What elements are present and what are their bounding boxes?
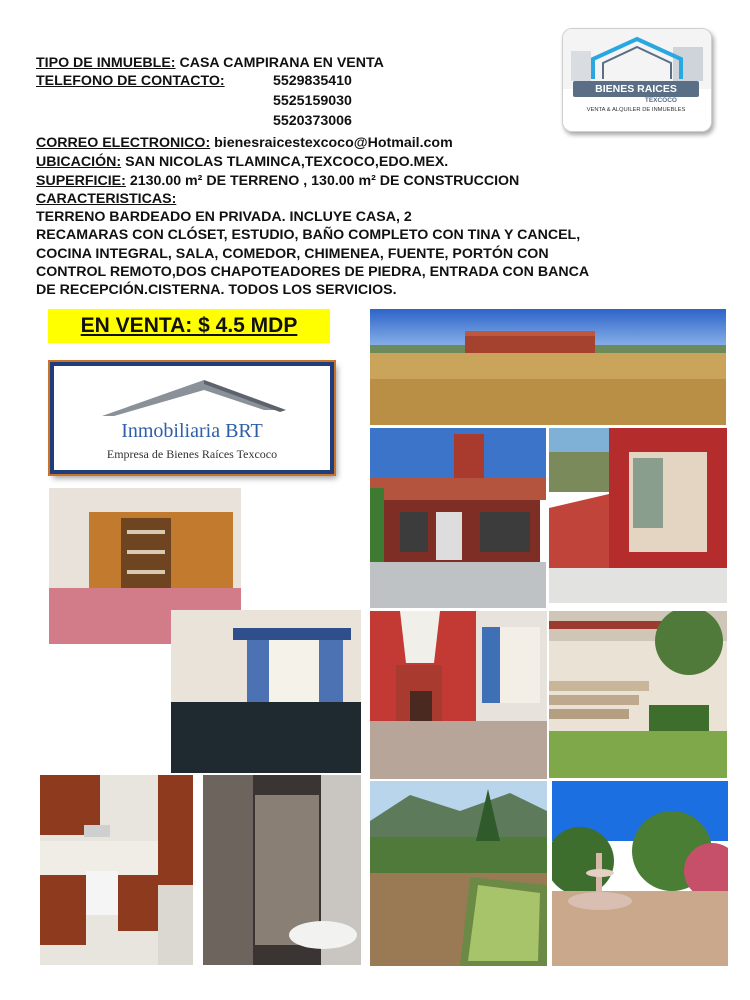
- tipo-row: [36, 54, 384, 72]
- photo-house-front: [370, 428, 546, 608]
- photo-red-porch: [549, 428, 727, 603]
- bienes-raices-subtitle: TEXCOCO: [644, 97, 677, 104]
- inmobiliaria-brt-logo: [50, 362, 334, 474]
- desc-line-3: COCINA INTEGRAL, SALA, COMEDOR, CHIMENEA, FUENTE, PORTÓN CON: [36, 245, 549, 262]
- bienes-raices-tagline: VENTA & ALQUILER DE INMUEBLES: [586, 107, 686, 113]
- tipo-value: CASA CAMPIRANA EN VENTA: [175, 55, 384, 71]
- correo-value: bienesraicestexcoco@Hotmail.com: [210, 135, 453, 151]
- photo-garden-steps: [549, 611, 727, 778]
- ubicacion-row: [36, 153, 448, 171]
- bienes-raices-bar: [573, 81, 699, 97]
- photo-fountain: [552, 781, 728, 966]
- bienes-raices-logo: [562, 28, 712, 132]
- ubicacion-label: UBICACIÓN:: [36, 154, 122, 170]
- superficie-row: [36, 172, 519, 190]
- desc-line-5: DE RECEPCIÓN.CISTERNA. TODOS LOS SERVICIOS.: [36, 282, 397, 299]
- telefono-row: [36, 72, 225, 90]
- price-banner: [48, 309, 330, 343]
- photo-exterior-field: [370, 309, 726, 425]
- phone-3: 5520373006: [273, 113, 352, 129]
- superficie-value: 2130.00 m² DE TERRENO , 130.00 m² DE CONSTRUCCION: [125, 173, 520, 189]
- desc-line-1: TERRENO BARDEADO EN PRIVADA. INCLUYE CASA, 2: [36, 209, 412, 226]
- phone-2: 5525159030: [273, 93, 352, 109]
- ubicacion-value: SAN NICOLAS TLAMINCA,TEXCOCO,EDO.MEX.: [121, 154, 449, 170]
- tipo-label: TIPO DE INMUEBLE:: [36, 55, 176, 71]
- superficie-label: SUPERFICIE:: [36, 173, 126, 189]
- roof-icon: [54, 366, 330, 422]
- photo-kitchen: [40, 775, 193, 965]
- caracteristicas-label: CARACTERISTICAS:: [36, 191, 177, 207]
- telefono-label: TELEFONO DE CONTACTO:: [36, 73, 225, 89]
- photo-pond: [370, 781, 547, 966]
- photo-fireplace: [370, 611, 547, 779]
- correo-label: CORREO ELECTRONICO:: [36, 135, 211, 151]
- desc-line-4: CONTROL REMOTO,DOS CHAPOTEADORES DE PIEDRA, ENTRADA CON BANCA: [36, 263, 590, 280]
- caracteristicas-block: [36, 190, 716, 299]
- brt-tagline: Empresa de Bienes Raíces Texcoco: [106, 447, 278, 461]
- house-roof-icon: [563, 29, 711, 89]
- photo-bathroom: [203, 775, 361, 965]
- desc-line-2: RECAMARAS CON CLÓSET, ESTUDIO, BAÑO COMPLETO CON TINA Y CANCEL,: [36, 227, 581, 244]
- phone-1: 5529835410: [273, 73, 352, 89]
- correo-row: [36, 134, 453, 152]
- brt-name: Inmobiliaria BRT: [121, 420, 263, 442]
- bienes-raices-title: BIENES RAICES: [595, 83, 677, 95]
- price-label: EN VENTA: $ 4.5 MDP: [80, 314, 298, 337]
- photo-bedroom: [171, 610, 361, 773]
